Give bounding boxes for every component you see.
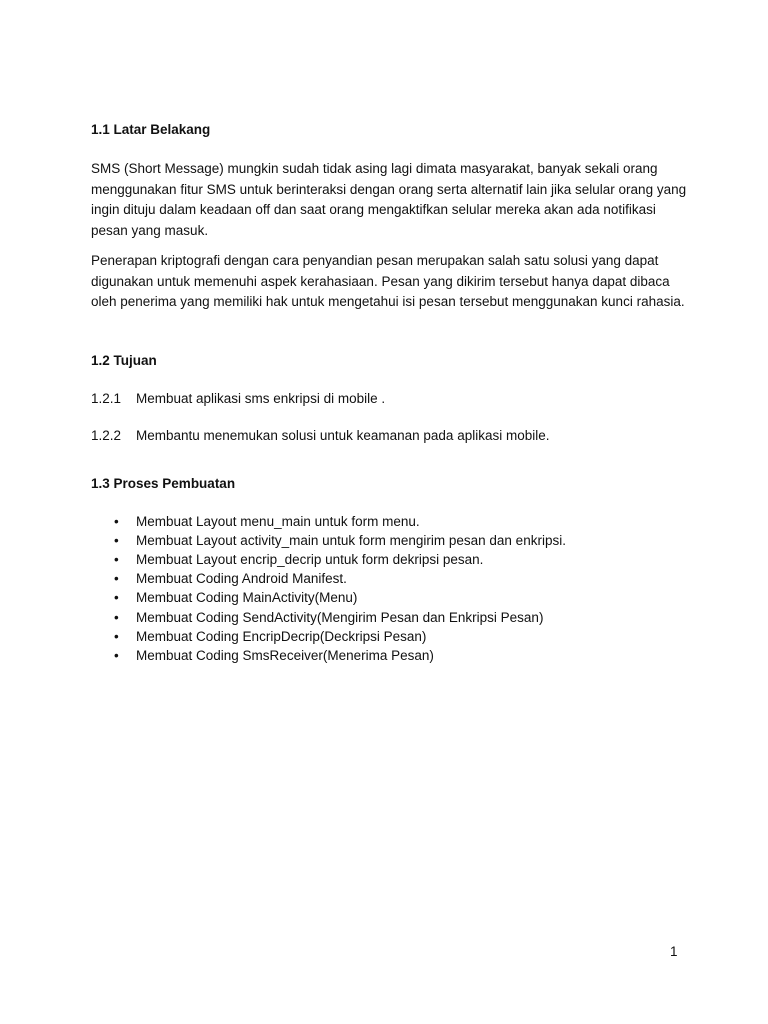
bullet-icon: • bbox=[114, 647, 119, 663]
list-item bbox=[91, 569, 691, 588]
section-heading-latar-belakang: 1.1 Latar Belakang bbox=[91, 122, 211, 137]
list-item bbox=[91, 531, 691, 550]
list-item bbox=[91, 627, 691, 646]
bullet-icon: • bbox=[114, 551, 119, 567]
section-heading-tujuan: 1.2 Tujuan bbox=[91, 352, 157, 368]
list-item bbox=[91, 588, 691, 607]
list-item-text: Membuat Coding Android Manifest. bbox=[136, 571, 347, 587]
document-body bbox=[91, 120, 691, 665]
item-text: Membantu menemukan solusi untuk keamanan pada aplikasi mobile. bbox=[136, 427, 550, 443]
item-number: 1.2.2 bbox=[91, 427, 122, 443]
list-item-text: Membuat Coding SendActivity(Mengirim Pesan dan Enkripsi Pesan) bbox=[136, 609, 544, 625]
section-tujuan bbox=[91, 351, 691, 446]
list-item-text: Membuat Layout activity_main untuk form mengirim pesan dan enkripsi. bbox=[136, 532, 566, 548]
bullet-icon: • bbox=[114, 571, 119, 587]
bullet-icon: • bbox=[114, 590, 119, 606]
list-item-text: Membuat Layout menu_main untuk form menu. bbox=[136, 513, 420, 529]
list-item-text: Membuat Layout encrip_decrip untuk form dekripsi pesan. bbox=[136, 551, 484, 567]
numbered-item bbox=[91, 389, 691, 409]
section-proses-pembuatan bbox=[91, 474, 691, 666]
list-item bbox=[91, 512, 691, 531]
bullet-icon: • bbox=[114, 513, 119, 529]
paragraph-kriptografi: Penerapan kriptografi dengan cara penyandian pesan merupakan salah satu solusi yang dapat digunakan untuk memenuhi aspek kerahasiaan. Pesan yang dikirim tersebut hanya dapat dibaca oleh penerima yang memiliki hak untuk mengetahui isi pesan tersebut menggunakan kunci rahasia. bbox=[91, 253, 685, 309]
bullet-list bbox=[91, 512, 691, 666]
list-item bbox=[91, 608, 691, 627]
bullet-icon: • bbox=[114, 532, 119, 548]
section-latar-belakang bbox=[91, 120, 691, 313]
bullet-icon: • bbox=[114, 628, 119, 644]
item-text: Membuat aplikasi sms enkripsi di mobile . bbox=[136, 390, 386, 406]
list-item bbox=[91, 550, 691, 569]
page-number: 1 bbox=[670, 944, 678, 959]
list-item bbox=[91, 646, 691, 665]
list-item-text: Membuat Coding SmsReceiver(Menerima Pesan) bbox=[136, 647, 434, 663]
list-item-text: Membuat Coding EncripDecrip(Deckripsi Pesan) bbox=[136, 628, 427, 644]
paragraph-sms-intro: SMS (Short Message) mungkin sudah tidak asing lagi dimata masyarakat, banyak sekali orang menggunakan fitur SMS untuk berinteraksi dengan orang serta alternatif lain jika selular orang yang ingin dituju dalam keadaan off dan saat orang mengaktifkan selular mereka akan ada notifikasi pesan yang masuk. bbox=[91, 161, 687, 238]
bullet-icon: • bbox=[114, 609, 119, 625]
list-item-text: Membuat Coding MainActivity(Menu) bbox=[136, 590, 358, 606]
item-number: 1.2.1 bbox=[91, 390, 122, 406]
section-heading-proses-pembuatan: 1.3 Proses Pembuatan bbox=[91, 475, 236, 491]
numbered-item bbox=[91, 426, 691, 446]
